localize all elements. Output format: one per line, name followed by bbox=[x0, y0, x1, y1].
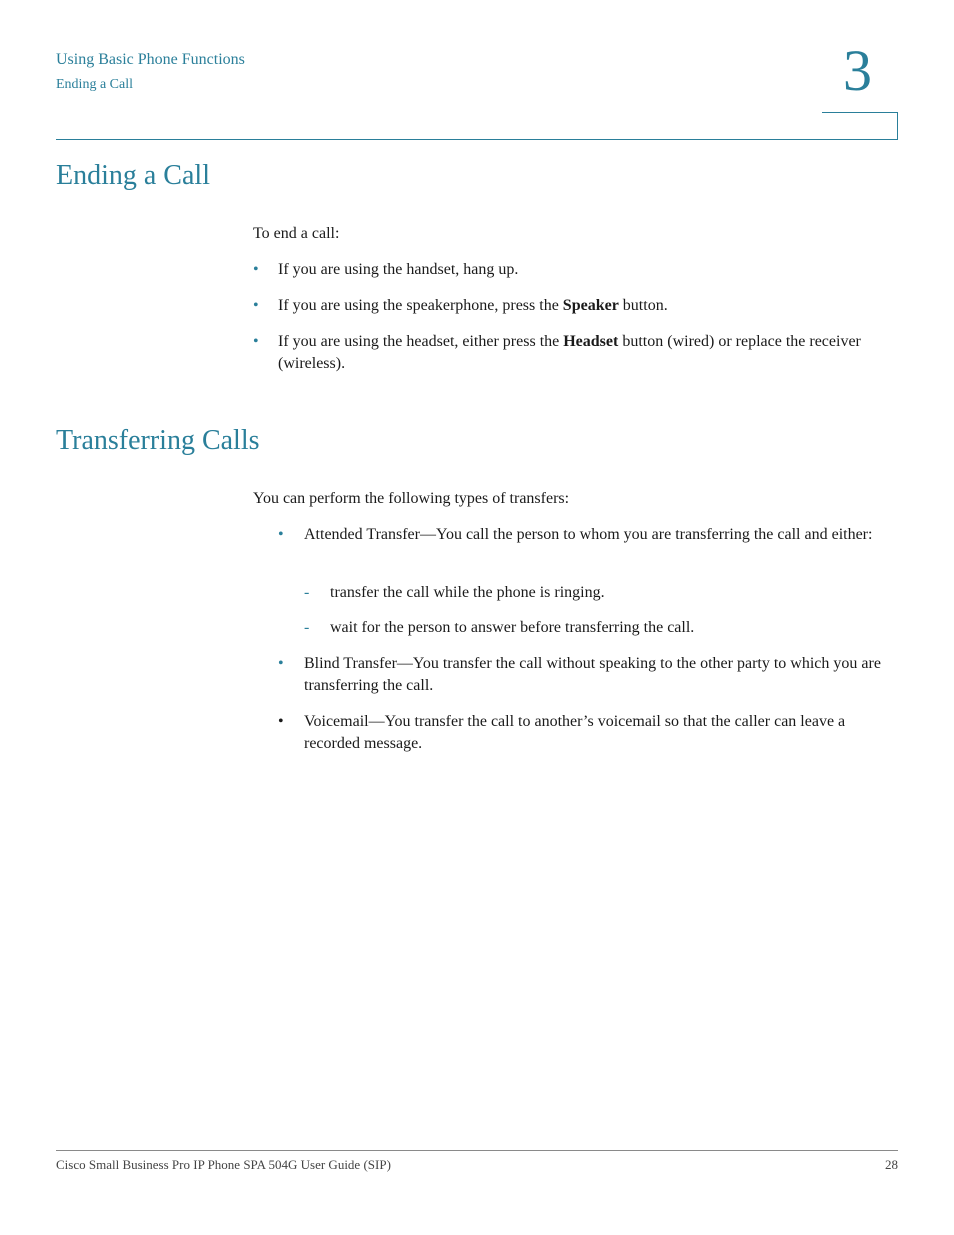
bullet-icon: • bbox=[278, 655, 284, 672]
dash-icon: - bbox=[304, 619, 310, 636]
sub-item-while-ringing: transfer the call while the phone is ringing. bbox=[330, 584, 605, 601]
sub-item-wait-for-answer: wait for the person to answer before transferring the call. bbox=[330, 619, 695, 636]
list-item-headset bbox=[278, 331, 900, 375]
section1-intro: To end a call: bbox=[253, 225, 340, 242]
chapter-number-frame bbox=[822, 112, 898, 139]
list-item-voicemail: Voicemail—You transfer the call to another’s voicemail so that the caller can leave a recorded message. bbox=[304, 713, 846, 752]
chapter-number: 3 bbox=[843, 38, 872, 103]
item-text: If you are using the headset, either press the bbox=[278, 333, 564, 350]
bullet-icon: • bbox=[253, 261, 259, 278]
page-number: 28 bbox=[885, 1157, 898, 1172]
bullet-icon: • bbox=[253, 297, 259, 314]
speaker-button-name: Speaker bbox=[562, 297, 619, 314]
running-header-section: Ending a Call bbox=[56, 77, 133, 92]
list-item-blind-transfer: Blind Transfer—You transfer the call without speaking to the other party to which you are transferring the call. bbox=[304, 655, 881, 694]
list-item-attended-transfer: Attended Transfer—You call the person to whom you are transferring the call and either: bbox=[304, 526, 873, 543]
dash-icon: - bbox=[304, 584, 310, 601]
section-heading-ending-a-call: Ending a Call bbox=[56, 160, 210, 191]
list-item-handset: If you are using the handset, hang up. bbox=[278, 261, 519, 278]
bullet-icon: • bbox=[253, 333, 259, 350]
bullet-icon: • bbox=[278, 713, 284, 730]
item-text: button. bbox=[618, 297, 668, 314]
item-text: button (wired) or replace the receiver (wireless). bbox=[278, 333, 861, 372]
footer-rule bbox=[56, 1150, 898, 1151]
section2-intro: You can perform the following types of transfers: bbox=[253, 490, 570, 507]
item-text: If you are using the speakerphone, press the bbox=[278, 297, 563, 314]
section-heading-transferring-calls: Transferring Calls bbox=[56, 425, 260, 456]
bullet-icon: • bbox=[278, 526, 284, 543]
list-item-speakerphone bbox=[278, 295, 898, 317]
headset-button-name: Headset bbox=[563, 333, 619, 350]
footer-title: Cisco Small Business Pro IP Phone SPA 504G User Guide (SIP) bbox=[56, 1157, 391, 1172]
running-header-chapter: Using Basic Phone Functions bbox=[56, 51, 245, 68]
header-rule bbox=[56, 139, 898, 140]
